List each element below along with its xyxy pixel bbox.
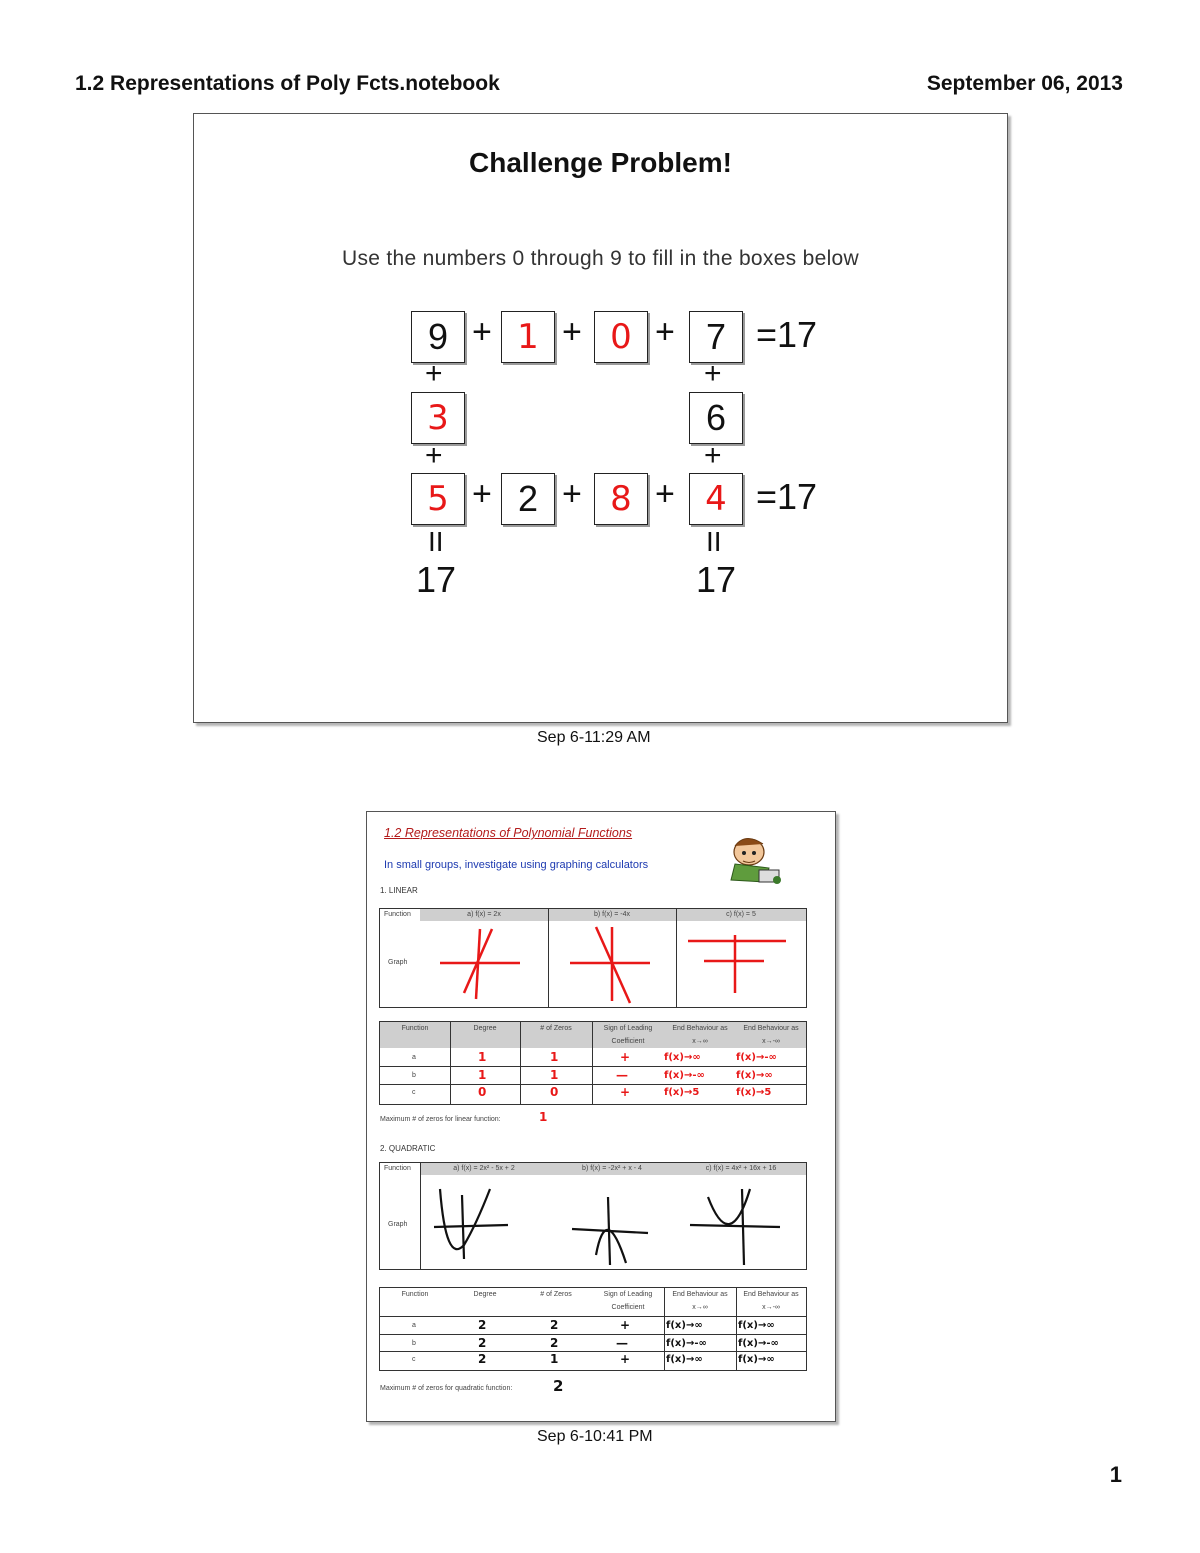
worksheet-slide[interactable] [366,811,836,1422]
header-cell: # of Zeros [540,1291,572,1298]
col-sum-right: 17 [696,559,737,600]
document-date: September 06, 2013 [926,72,1123,95]
row-end-neg: f(x)→∞ [738,1354,775,1365]
row-end-pos: f(x)→∞ [666,1354,703,1365]
box-left-middle: 3 [411,392,465,444]
plus-sign: + [425,439,443,472]
worksheet-title: 1.2 Representations of Polynomial Functions [384,826,633,840]
header-cell: b) f(x) = -2x² + x - 4 [582,1165,642,1172]
row-end-pos: f(x)→-∞ [666,1338,707,1349]
row-end-neg: f(x)→-∞ [736,1052,777,1063]
plus-sign: + [655,313,675,351]
box-right-middle: 6 [689,392,743,444]
plus-sign: + [472,313,492,351]
row-sign: — [616,1336,628,1350]
row-fn: c [412,1356,416,1363]
header-cell: a) f(x) = 2x² - 5x + 2 [453,1165,515,1172]
linear-graphs [420,921,806,1007]
box-top-4: 7 [689,311,743,363]
row-end-pos: f(x)→∞ [664,1052,701,1063]
linear-graph-table [379,908,807,1008]
row-label: Function [384,1165,411,1172]
divider [380,1084,806,1085]
linear-max-zeros-note: Maximum # of zeros for linear function: [380,1116,501,1123]
header-cell: c) f(x) = 4x² + 16x + 16 [705,1165,777,1172]
row-degree: 1 [478,1068,487,1082]
plus-sign: + [562,313,582,351]
row-end-neg: f(x)→-∞ [738,1338,779,1349]
row-sign: — [616,1068,628,1082]
plus-sign: + [704,357,722,390]
row-end-pos: f(x)→5 [664,1087,700,1098]
header-cell: End Behaviour as x→-∞ [743,1291,799,1311]
row-zeros: 2 [550,1336,559,1350]
row-sum-bottom: =17 [756,476,818,517]
section-quadratic-label: 2. QUADRATIC [380,1144,436,1153]
box-top-3: 0 [594,311,648,363]
slide-instruction: Use the numbers 0 through 9 to fill in the boxes below [342,247,859,270]
divider [380,1351,806,1352]
plus-sign: + [562,475,582,513]
quadratic-max-zeros-answer: 2 [553,1377,564,1395]
row-zeros: 2 [550,1318,559,1332]
row-degree: 2 [478,1336,487,1350]
slide1-timestamp: Sep 6-11:29 AM [537,729,651,746]
plus-sign: + [472,475,492,513]
header-cell: End Behaviour as x→-∞ [743,1025,799,1045]
row-sign: + [620,1085,631,1099]
divider [380,1316,806,1317]
divider [592,1022,593,1104]
header-cell: End Behaviour as x→∞ [672,1291,728,1311]
row-end-pos: f(x)→-∞ [664,1070,705,1081]
col-sum-left: 17 [416,559,457,600]
row-end-neg: f(x)→∞ [736,1070,773,1081]
quadratic-graph-table [379,1162,807,1270]
quadratic-graphs [420,1175,806,1269]
box-bottom-4: 4 [689,473,743,525]
divider [664,1288,665,1370]
slide-title: Challenge Problem! [469,147,732,178]
header-cell: End Behaviour as x→∞ [672,1025,728,1045]
row-fn: a [412,1054,416,1061]
box-top-2: 1 [501,311,555,363]
header-cell: Sign of Leading Coefficient [603,1291,653,1311]
row-end-pos: f(x)→∞ [666,1320,703,1331]
linear-max-zeros-answer: 1 [539,1110,548,1124]
row-label: Graph [388,1221,408,1228]
plus-sign: + [655,475,675,513]
divider [520,1022,521,1104]
divider [450,1022,451,1104]
row-sign: + [620,1318,631,1332]
header-cell: # of Zeros [540,1025,572,1032]
row-zeros: 1 [550,1352,559,1366]
quadratic-data-table [379,1287,807,1371]
row-degree: 0 [478,1085,487,1099]
row-fn: b [412,1340,416,1347]
row-fn: a [412,1322,416,1329]
header-cell: Degree [473,1291,497,1298]
row-end-neg: f(x)→∞ [738,1320,775,1331]
header-cell: b) f(x) = -4x [594,911,630,918]
header-cell: Sign of Leading Coefficient [603,1025,653,1045]
row-degree: 1 [478,1050,487,1064]
slide2-timestamp: Sep 6-10:41 PM [537,1428,653,1445]
plus-sign: + [425,357,443,390]
box-bottom-2: 2 [501,473,555,525]
row-degree: 2 [478,1318,487,1332]
header-cell: Degree [473,1025,497,1032]
document-title: 1.2 Representations of Poly Fcts.notebook [75,72,500,95]
row-label: Function [384,911,411,918]
row-end-neg: f(x)→5 [736,1087,772,1098]
row-sum-top: =17 [756,314,818,355]
divider [736,1288,737,1370]
col-equals-right: II [706,526,722,557]
row-label: Graph [388,959,408,966]
row-fn: c [412,1089,416,1096]
row-sign: + [620,1050,631,1064]
row-zeros: 1 [550,1050,559,1064]
header-cell: a) f(x) = 2x [467,911,501,918]
divider [380,1334,806,1335]
row-fn: b [412,1072,416,1079]
row-zeros: 0 [550,1085,559,1099]
header-cell: Function [401,1025,429,1032]
box-top-1: 9 [411,311,465,363]
row-sign: + [620,1352,631,1366]
box-bottom-3: 8 [594,473,648,525]
row-degree: 2 [478,1352,487,1366]
linear-data-table [379,1021,807,1105]
section-linear-label: 1. LINEAR [380,886,418,895]
page-number: 1 [1109,1462,1122,1487]
quadratic-max-zeros-note: Maximum # of zeros for quadratic function: [380,1385,513,1392]
plus-sign: + [704,439,722,472]
box-bottom-1: 5 [411,473,465,525]
row-zeros: 1 [550,1068,559,1082]
worksheet-subtitle: In small groups, investigate using graphing calculators [384,859,649,871]
col-equals-left: II [428,526,444,557]
header-cell: Function [401,1291,429,1298]
challenge-slide[interactable] [193,113,1008,723]
cartoon-student-icon [725,832,787,888]
divider [380,1066,806,1067]
header-cell: c) f(x) = 5 [726,911,756,918]
